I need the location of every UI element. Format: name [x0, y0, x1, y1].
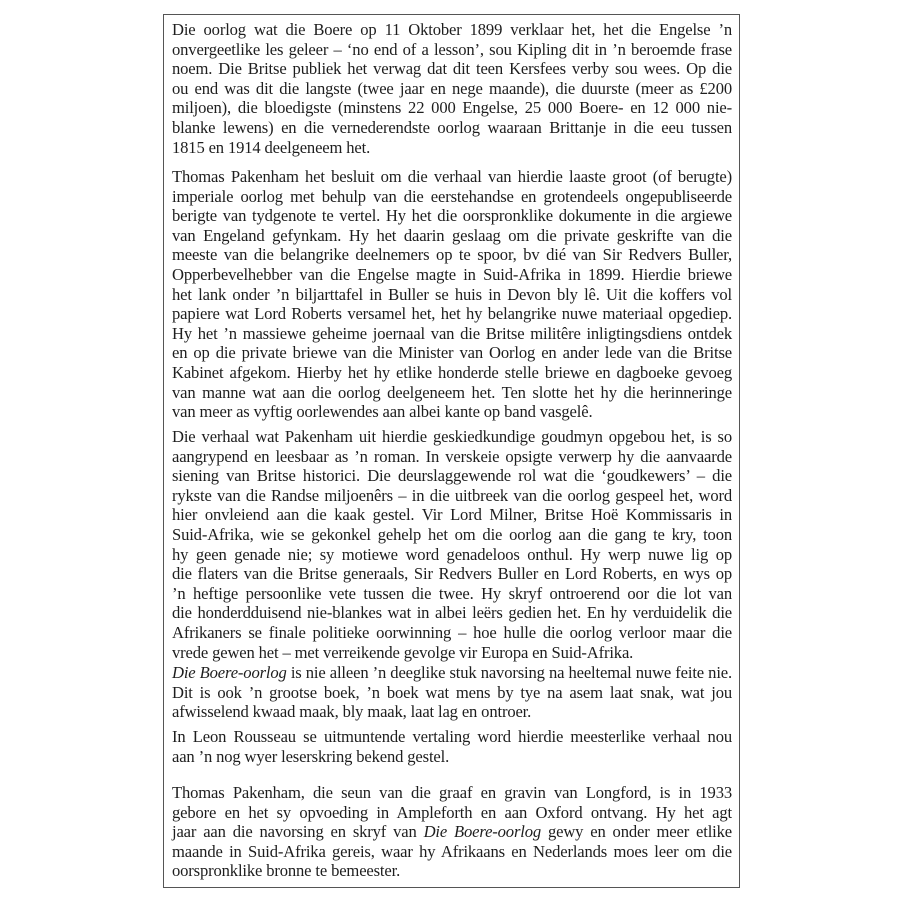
text-line: en op die private briewe van die Minister van Oorlog en ander lede van die Britse [172, 343, 732, 363]
text-line [172, 663, 732, 683]
text-line: aan ’n nog wyer leserskring bekend gestel. [172, 746, 450, 766]
text-line: Thomas Pakenham het besluit om die verhaal van hierdie laaste groot (of berugte) [172, 167, 732, 186]
text-line [172, 822, 732, 842]
text-line: van meer as vyftig oorlewendes aan albei kante op band vasgelê. [172, 402, 593, 422]
paragraph-story-summary [172, 427, 732, 662]
text-line: ’n heftige persoonlike vete tussen die twee. Hy skryf ontroerend oor die lot van [172, 583, 732, 603]
text-line: Thomas Pakenham, die seun van die graaf en gravin van Longford, is in 1933 [172, 783, 732, 802]
text-line: het lank onder ’n biljarttafel in Buller se huis in Devon bly lê. Uit die koffers vol [172, 284, 732, 304]
text-line: gebore en het sy opvoeding in Ampleforth en aan Oxford ontvang. Hy het agt [172, 802, 732, 822]
text-line: Die oorlog wat die Boere op 11 Oktober 1899 verklaar het, het die Engelse ’n [172, 20, 732, 39]
text-segment: is nie alleen ’n deeglike stuk navorsing na heeltemal nuwe feite nie. [286, 663, 732, 682]
text-line: Hy het ’n massiewe geheime joernaal van die Britse militêre inligtingsdiens ontdek [172, 323, 732, 343]
paragraph-author-bio [172, 783, 732, 881]
text-line: van manne wat aan die oorlog deelgeneem het. Ten slotte het hy die herinneringe [172, 382, 732, 402]
paragraph-research-sources [172, 167, 732, 422]
text-line: Suid-Afrika, wie se gekonkel gehelp het om die oorlog aan die gang te kry, toon [172, 524, 732, 544]
text-line: 1815 en 1914 deelgeneem het. [172, 137, 371, 157]
text-line: hy geen genade nie; sy motiewe word genadeloos onthul. Hy werp nuwe lig op [172, 544, 732, 564]
text-segment: gewy en onder meer etlike [541, 822, 732, 842]
text-line: hier onvleiend aan die kaak gestel. Vir Lord Milner, Britse Hoë Kommissaris in [172, 505, 732, 525]
text-line: van Engeland gefynkam. Hy het daarin geslaag om die private geskrifte van die [172, 225, 732, 245]
text-line: Dit is ook ’n grootse boek, ’n boek wat mens by tye na asem laat snak, wat jou [172, 682, 732, 702]
text-line: ou end was dit die langste (twee jaar en nege maande), die duurste (meer as £200 [172, 78, 732, 98]
text-segment: jaar aan die navorsing en skryf van [172, 822, 424, 842]
text-line: afwisselend kwaad maak, bly maak, laat lag en ontroer. [172, 702, 532, 722]
text-line: die honderdduisend nie-blankes wat in albei leërs gedien het. En hy verduidelik die [172, 603, 732, 623]
paragraph-war-intro [172, 20, 732, 157]
text-line: maande in Suid-Afrika gereis, waar hy Afrikaans en Nederlands moes leer om die [172, 841, 732, 861]
text-line: vrede gewen het – met verreikende gevolge vir Europa en Suid-Afrika. [172, 642, 634, 662]
text-line: blanke lewens) en die vernederendste oorlog waaraan Brittanje in die eeu tussen [172, 117, 732, 137]
text-line: Opperbevelhebber van die Engelse magte in Suid-Afrika in 1899. Hierdie briewe [172, 264, 732, 284]
book-title-italic: Die Boere-oorlog [172, 663, 287, 682]
text-line: Kabinet afgekom. Hierby het hy etlike honderde stelle briewe en dagboeke gevoeg [172, 362, 732, 382]
text-line: Afrikaners se finale politieke oorwinning – hoe hulle die oorlog verloor maar die [172, 622, 732, 642]
text-line: siening van Britse historici. Die deurslaggewende rol wat die ‘goudkewers’ – die [172, 466, 732, 486]
paragraph-translation [172, 727, 732, 766]
text-line: die flaters van die Britse generaals, Sir Redvers Buller en Lord Roberts, en wys op [172, 564, 732, 584]
text-line: noem. Die Britse publiek het verwag dat dit teen Kersfees verby sou wees. Op die [172, 59, 732, 79]
text-line: onvergeetlike les geleer – ‘no end of a lesson’, sou Kipling dit in ’n beroemde frase [172, 39, 732, 59]
text-line: aangrypend en leesbaar as ’n roman. In verskeie opsigte verwerp hy die aanvaarde [172, 446, 732, 466]
text-line: imperiale oorlog met behulp van die eerstehandse en grotendeels ongepubliseerde [172, 186, 732, 206]
text-line: oorspronklike bronne te bemeester. [172, 861, 401, 881]
text-line: In Leon Rousseau se uitmuntende vertaling word hierdie meesterlike verhaal nou [172, 727, 732, 746]
book-title-italic: Die Boere-oorlog [423, 822, 542, 842]
text-line: Die verhaal wat Pakenham uit hierdie geskiedkundige goudmyn opgebou het, is so [172, 427, 732, 446]
text-line: meeste van die belangrike deelnemers op te spoor, bv dié van Sir Redvers Buller, [172, 245, 732, 265]
text-line: berigte van tydgenote te vertel. Hy het die oorspronklike dokumente in die argiewe [172, 206, 732, 226]
text-line: miljoen), die bloedigste (minstens 22 000 Engelse, 25 000 Boere- en 12 000 nie- [172, 98, 732, 118]
text-line: papiere wat Lord Roberts versamel het, het hy belangrike nuwe materiaal opgediep. [172, 304, 732, 324]
text-line: rykste van die Randse miljoenêrs – in die uitbreek van die oorlog gespeel het, word [172, 485, 732, 505]
paragraph-book-praise [172, 663, 732, 722]
